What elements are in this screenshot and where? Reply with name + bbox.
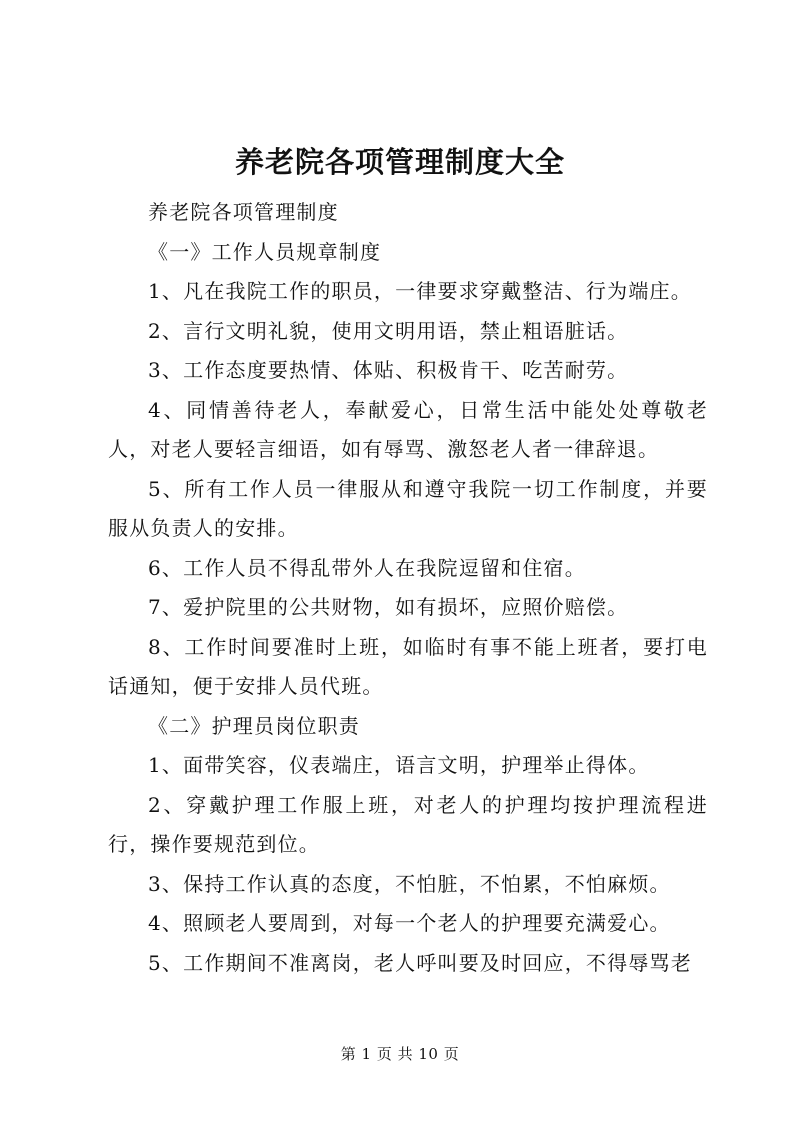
paragraph: 3、保持工作认真的态度，不怕脏，不怕累，不怕麻烦。 [148,871,671,896]
section-heading: 《二》护理员岗位职责 [148,713,360,738]
paragraph: 4、同情善待老人，奉献爱心，日常生活中能处处尊敬老人，对老人要轻言细语，如有辱骂、激怒老人者一律辞退。 [108,397,708,461]
paragraph: 5、所有工作人员一律服从和遵守我院一切工作制度，并要服从负责人的安排。 [108,476,708,540]
paragraph: 3、工作态度要热情、体贴、积极肯干、吃苦耐劳。 [148,358,629,382]
paragraph: 7、爱护院里的公共财物，如有损坏，应照价赔偿。 [148,595,629,619]
document-body [108,193,708,983]
paragraph: 8、工作时间要准时上班，如临时有事不能上班者，要打电话通知，便于安排人员代班。 [108,634,708,698]
paragraph: 4、照顾老人要周到，对每一个老人的护理要充满爱心。 [148,911,671,935]
section-heading: 《一》工作人员规章制度 [148,239,382,264]
document-title: 养老院各项管理制度大全 [234,145,565,179]
paragraph: 2、穿戴护理工作服上班，对老人的护理均按护理流程进行，操作要规范到位。 [108,792,708,856]
paragraph: 5、工作期间不准离岗，老人呼叫要及时回应，不得辱骂老 [148,950,692,975]
paragraph: 1、凡在我院工作的职员，一律要求穿戴整洁、行为端庄。 [148,279,692,303]
page-footer: 第 1 页 共 10 页 [340,1045,460,1063]
paragraph: 1、面带笑容，仪表端庄，语言文明，护理举止得体。 [148,753,650,777]
paragraph: 养老院各项管理制度 [148,200,339,224]
paragraph: 2、言行文明礼貌，使用文明用语，禁止粗语脏话。 [148,318,629,343]
paragraph: 6、工作人员不得乱带外人在我院逗留和住宿。 [148,555,586,580]
